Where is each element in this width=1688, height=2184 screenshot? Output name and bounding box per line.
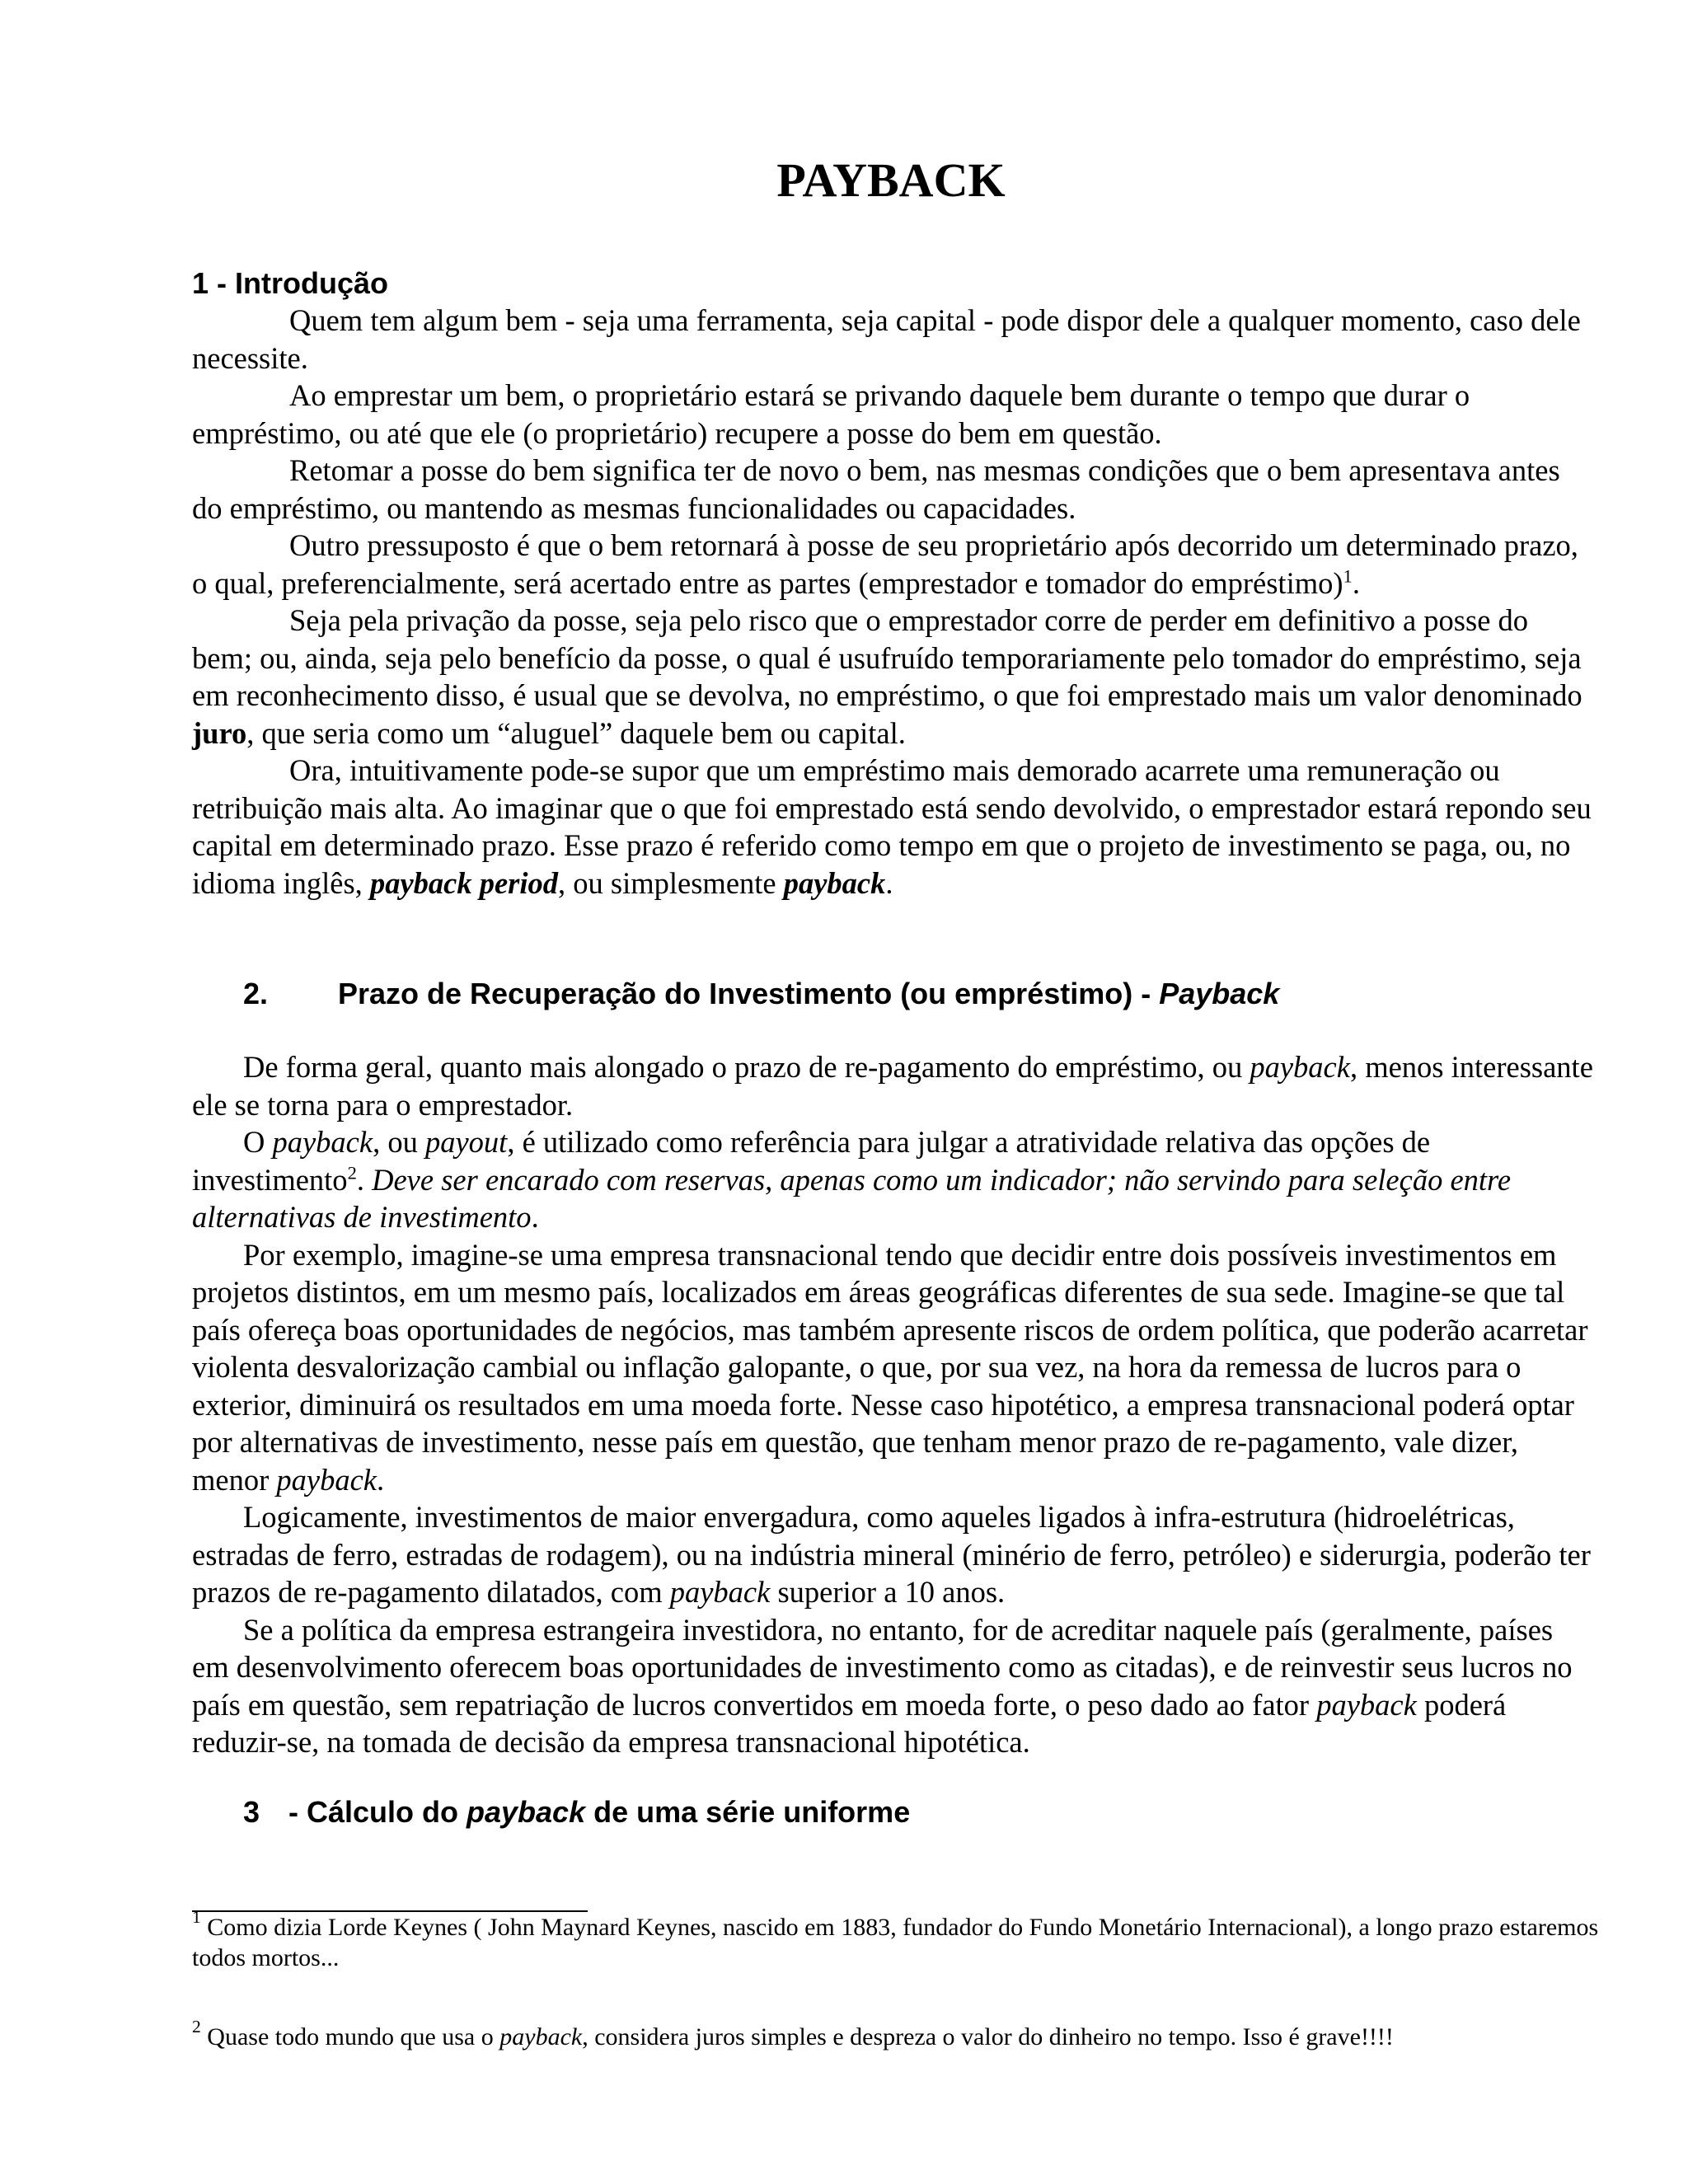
footnote-1: $^1$ Como dizia Lorde Keynes ( John Maynard Keynes, nascido em 1883, fundador do Fundo Monetário Internacional), a longo prazo estaremos todos mortos...: [192, 1906, 1599, 1971]
paragraph: Ao emprestar um bem, o proprietário estará se privando daquele bem durante o tempo que durar o empréstimo, ou até que ele (o proprietário) recupere a posse do bem em questão.: [192, 378, 1470, 450]
paragraph: Logicamente, investimentos de maior envergadura, como aqueles ligados à infra-estrutura (hidroelétricas, estradas de ferro, estradas de rodagem), ou na indústria mineral (minério de ferro, petróleo) e siderurgia, poderão ter prazos de re-pagamento dilatados, com payback superior a 10 anos.: [192, 1500, 1591, 1609]
section-2-body: [192, 1048, 1593, 1761]
paragraph: Ora, intuitivamente pode-se supor que um empréstimo mais demorado acarrete uma remuneração ou retribuição mais alta. Ao imaginar que o que foi emprestado está sendo devolvido, o emprestador estará repondo seu capital em determinado prazo. Esse prazo é referido como tempo em que o projeto de investimento se paga, ou, no idioma inglês, payback period, ou simplesmente payback.: [192, 753, 1592, 900]
section-3-heading: - Cálculo do payback de uma série uniforme: [288, 1795, 911, 1829]
paragraph: Outro pressuposto é que o bem retornará à posse de seu proprietário após decorrido um determinado prazo, o qual, preferencialmente, será acertado entre as partes (emprestador e tomador do empréstimo)$^1$.: [192, 528, 1578, 600]
term-juro: juro: [192, 715, 247, 750]
section-1-body: [192, 302, 1593, 902]
footnote-ref-2[interactable]: 2: [347, 1161, 357, 1183]
footnote-mark: 2: [192, 2016, 201, 2036]
section-2-heading: Prazo de Recuperação do Investimento (ou empréstimo) - Payback: [338, 977, 1280, 1010]
paragraph: O payback, ou payout, é utilizado como referência para julgar a atratividade relativa das opções de investimento$^2$. Deve ser encarado com reservas, apenas como um indicador; não servindo para seleção entre alternativas de investimento.: [192, 1125, 1512, 1234]
term-payback-period: payback period: [369, 865, 559, 900]
term-payback: payback: [783, 865, 886, 900]
section-3-number: 3: [243, 1795, 260, 1829]
section-1-heading: 1 - Introdução: [192, 266, 389, 300]
footnote-2: $^2$ Quase todo mundo que usa o payback, considera juros simples e despreza o valor do dinheiro no tempo. Isso é grave!!!!: [192, 2016, 1394, 2050]
page-title: PAYBACK: [776, 153, 1006, 207]
section-2-number: 2.: [243, 977, 269, 1010]
footnote-ref-1[interactable]: 1: [1343, 565, 1353, 586]
paragraph: De forma geral, quanto mais alongado o prazo de re-pagamento do empréstimo, ou payback, menos interessante ele se torna para o emprestador.: [192, 1050, 1593, 1122]
paragraph: Retomar a posse do bem significa ter de novo o bem, nas mesmas condições que o bem apresentava antes do empréstimo, ou mantendo as mesmas funcionalidades ou capacidades.: [192, 453, 1560, 525]
paragraph: Por exemplo, imagine-se uma empresa transnacional tendo que decidir entre dois possíveis investimentos em projetos distintos, em um mesmo país, localizados em áreas geográficas diferentes de sua sede. Imagine-se que tal país ofereça boas oportunidades de negócios, mas também apresente riscos de ordem política, que poderão acarretar violenta desvalorização cambial ou inflação galopante, o que, por sua vez, na hora da remessa de lucros para o exterior, diminuirá os resultados em uma moeda forte. Nesse caso hipotético, a empresa transnacional poderá optar por alternativas de investimento, nesse país em questão, que tenham menor prazo de re-pagamento, vale dizer, menor payback.: [192, 1237, 1588, 1497]
paragraph: Se a política da empresa estrangeira investidora, no entanto, for de acreditar naquele país (geralmente, países em desenvolvimento oferecem boas oportunidades de investimento como as citadas), e de reinvestir seus lucros no país em questão, sem repatriação de lucros convertidos em moeda forte, o peso dado ao fator payback poderá reduzir-se, na tomada de decisão da empresa transnacional hipotética.: [192, 1612, 1573, 1759]
footnote-mark: 1: [192, 1906, 201, 1927]
paragraph: Seja pela privação da posse, seja pelo risco que o emprestador corre de perder em definitivo a posse do bem; ou, ainda, seja pelo benefício da posse, o qual é usufruído temporariamente pelo tomador do empréstimo, seja em reconhecimento disso, é usual que se devolva, no empréstimo, o que foi emprestado mais um valor denominado juro, que seria como um “aluguel” daquele bem ou capital.: [192, 603, 1582, 750]
paragraph: Quem tem algum bem - seja uma ferramenta, seja capital - pode dispor dele a qualquer momento, caso dele necessite.: [192, 303, 1581, 375]
